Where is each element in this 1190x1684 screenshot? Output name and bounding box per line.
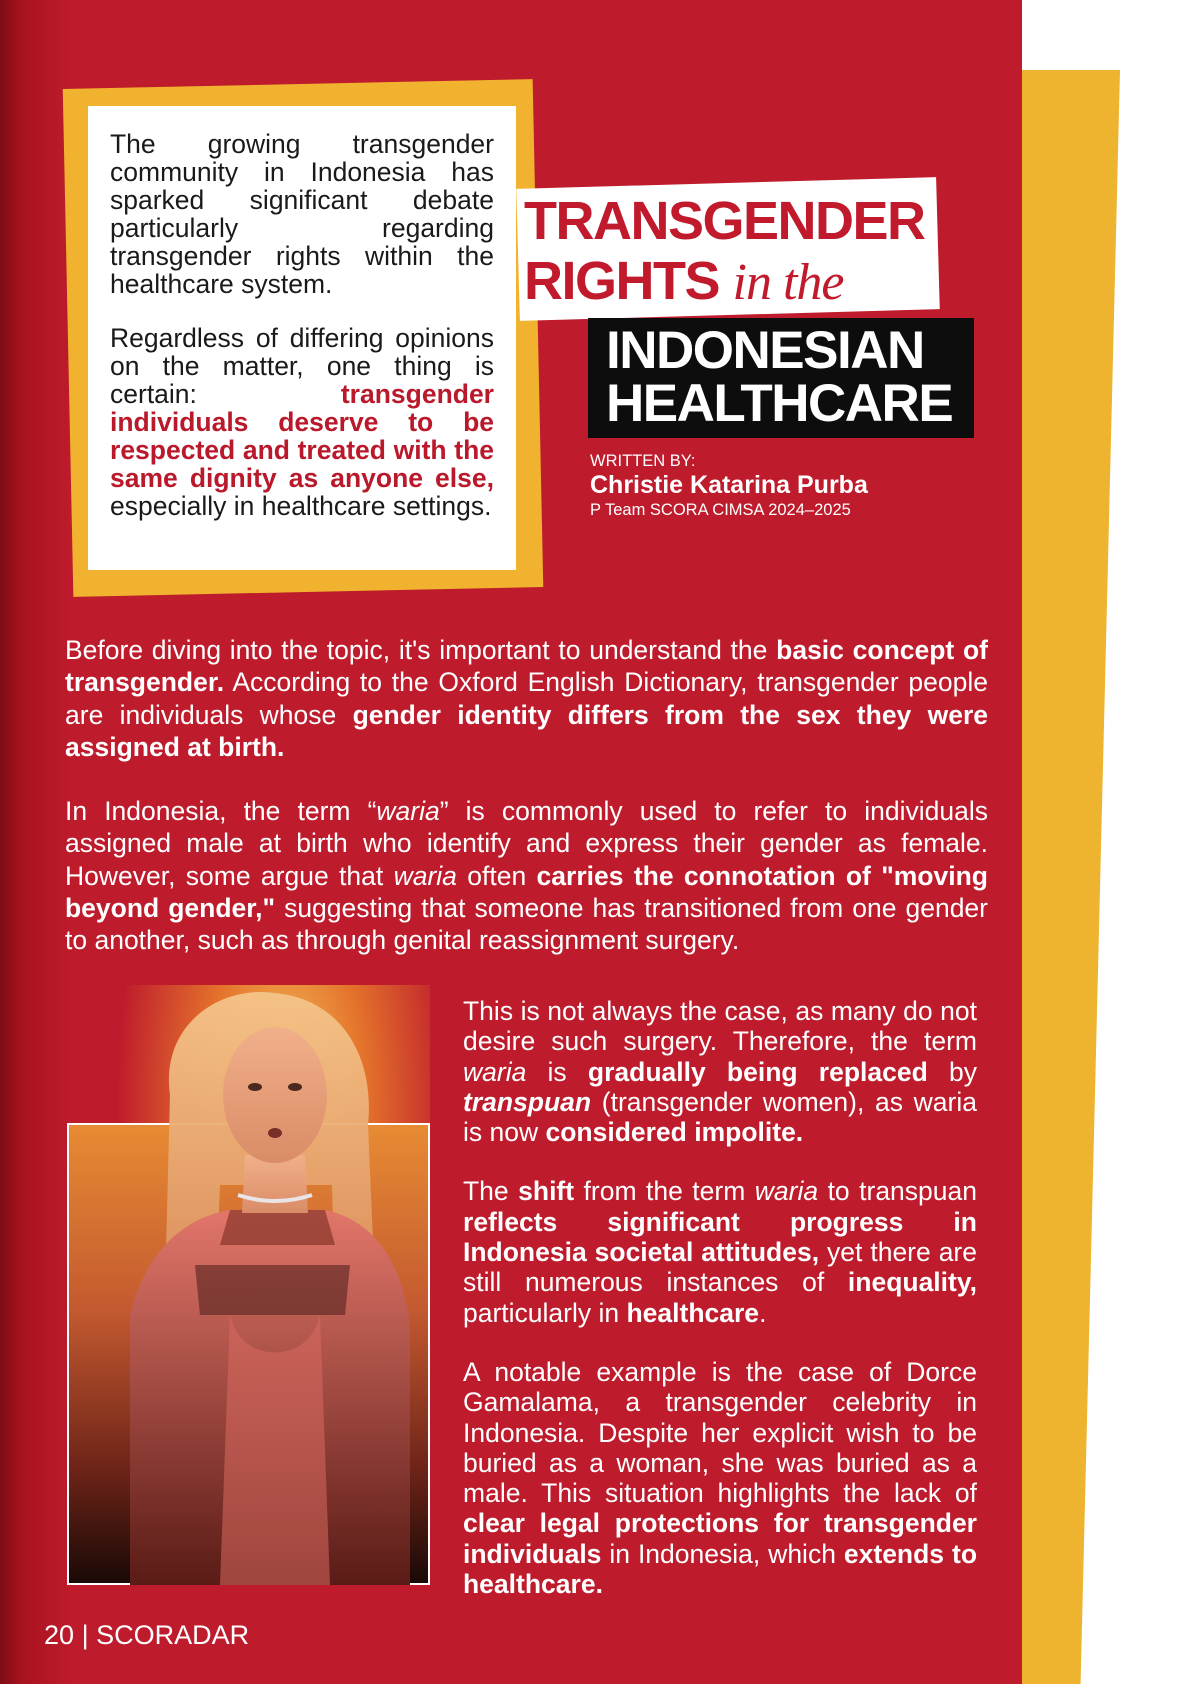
body-paragraph-3: This is not always the case, as many do not desire such surgery. Therefore, the term waria is gradually being replaced by transpuan (transgender women), as waria is now considered impolite.	[463, 996, 977, 1148]
byline-author: Christie Katarina Purba	[590, 471, 868, 499]
byline-label: WRITTEN BY:	[590, 452, 696, 470]
title-line-3: INDONESIAN	[606, 321, 924, 380]
body-paragraph-5: A notable example is the case of Dorce Gamalama, a transgender celebrity in Indonesia. Despite her explicit wish to be buried as a woman, she was buried as a male. This situation highlights the lack of clear legal protections for transgender individuals in Indonesia, which extends to healthcare.	[463, 1356, 978, 1600]
title-black-panel	[588, 318, 974, 438]
body-text-wide	[65, 634, 988, 989]
intro-paragraph-1: The growing transgender community in Indonesia has sparked significant debate particularly regarding transgender rights within the healthcare system.	[110, 129, 494, 299]
intro-paragraph-2	[110, 324, 494, 520]
title-line-2	[524, 252, 844, 312]
body-paragraph-1: Before diving into the topic, it's important to understand the basic concept of transgender. According to the Oxford English Dictionary, transgender people are individuals whose gender identity differs from the sex they were assigned at birth.	[65, 635, 989, 762]
body-paragraph-2: In Indonesia, the term “waria” is commonly used to refer to individuals assigned male at birth who identify and express their gender as female. However, some argue that waria often carries the connotation of "moving beyond gender," suggesting that someone has transitioned from one gender to another, such as through genital reassignment surgery.	[65, 796, 988, 956]
portrait-illustration	[110, 985, 430, 1585]
intro-p2-end: especially in healthcare settings.	[110, 491, 492, 521]
page-footer	[44, 1619, 249, 1651]
byline	[590, 452, 868, 520]
title-connector: in the	[732, 254, 844, 311]
byline-team: P Team SCORA CIMSA 2024–2025	[590, 501, 851, 519]
intro-box	[88, 106, 516, 570]
body-paragraph-4: The shift from the term waria to transpuan reflects significant progress in Indonesia societal attitudes, yet there are still numerous instances of inequality, particularly in healthcare.	[463, 1176, 978, 1328]
title-line-1: TRANSGENDER	[524, 191, 925, 251]
page-number: 20	[44, 1620, 75, 1650]
title-rights: RIGHTS	[524, 251, 720, 311]
title-line-4: HEALTHCARE	[606, 374, 953, 433]
body-text-column	[463, 996, 977, 1628]
publication-name: SCORADAR	[96, 1620, 250, 1650]
footer-separator: |	[81, 1620, 89, 1650]
intro-p2-start: Regardless of differing opinions on the matter, one thing is certain:	[110, 323, 494, 409]
intro-p2-emphasis: transgender individuals deserve to be respected and treated with the same dignity as anyone else,	[110, 379, 494, 493]
